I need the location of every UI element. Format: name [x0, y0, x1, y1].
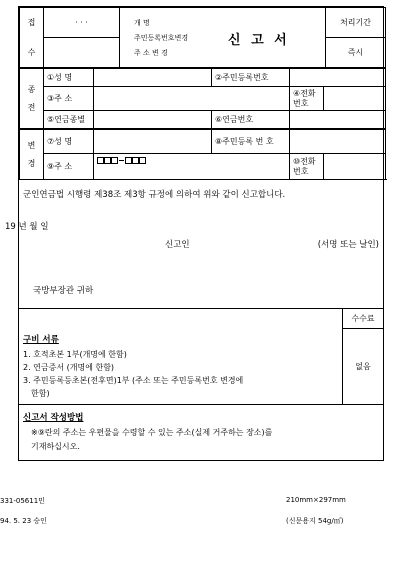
addressee: 국방부장관 귀하 [33, 286, 94, 296]
howto-text-line: 기재하십시오. [31, 442, 80, 451]
form-number: 331-05611민 [0, 497, 45, 505]
document-item: 1. 호적초본 1부(개명에 한함) [23, 350, 127, 359]
phone-field[interactable] [324, 87, 386, 111]
paper-size: 210mm×297mm [286, 496, 346, 504]
document-item: 3. 주민등록등초본(전후면)1부 (주소 또는 주민등록번호 변경에 [23, 376, 244, 385]
name-label: ①성 명 [44, 69, 94, 87]
applicant-label: 신고인 [165, 240, 190, 250]
documents-heading: 구비 서류 [23, 335, 59, 345]
statement-text: 군인연금법 시행령 제38조 제3항 규정에 의하여 위와 같이 신고합니다. [23, 190, 286, 200]
change-type-name: 개 명 [134, 19, 150, 27]
howto-text [23, 426, 379, 454]
pension-no-field[interactable] [290, 111, 386, 129]
pension-no-label: ⑥연금번호 [212, 111, 290, 129]
document-item: 2. 연금증서 (개명에 한함) [23, 363, 115, 372]
receipt-stamp-field[interactable] [44, 38, 120, 68]
address-label: ③주 소 [44, 87, 94, 111]
after-change-section [19, 129, 386, 180]
processing-period-value: 즉시 [326, 38, 386, 68]
documents-section [19, 308, 383, 404]
howto-heading: 신고서 작성방법 [23, 413, 84, 423]
howto-text-line: ※⑨란의 주소는 우편물을 수령할 수 있는 주소(실제 거주하는 장소)를 [31, 428, 273, 437]
new-phone-label: ⑩전화 번호 [290, 154, 324, 180]
statement-section [5, 180, 383, 308]
page-title: 신 고 서 [228, 33, 290, 48]
fee-label: 수수료 [343, 309, 383, 329]
pension-type-label: ⑤연금종별 [44, 111, 94, 129]
new-address-label: ⑨주 소 [44, 154, 94, 180]
new-name-label: ⑦성 명 [44, 130, 94, 154]
change-type-address: 주 소 변 경 [134, 49, 168, 57]
fee-value: 없음 [355, 362, 371, 371]
form-title-cell [120, 8, 326, 68]
new-rrn-field[interactable] [290, 130, 386, 154]
report-form [5, 6, 384, 461]
signature-label[interactable]: (서명 또는 날인) [317, 240, 379, 250]
date-line[interactable]: 19 년 월 일 [5, 222, 49, 232]
processing-period-label: 처리기간 [326, 8, 386, 38]
howto-section [19, 404, 383, 460]
pension-type-field[interactable] [94, 111, 212, 129]
rrn-field[interactable] [290, 69, 386, 87]
phone-label: ④전화 번호 [290, 87, 324, 111]
before-change-section [19, 68, 386, 129]
postcode-boxes[interactable] [97, 156, 146, 165]
after-group-label: 변 경 [20, 130, 44, 180]
rrn-label: ②주민등록번호 [212, 69, 290, 87]
new-address-field[interactable] [94, 154, 290, 180]
paper-spec: (신문용지 54g/㎡) [286, 517, 344, 525]
address-field[interactable] [94, 87, 290, 111]
name-field[interactable] [94, 69, 212, 87]
new-phone-field[interactable] [324, 154, 386, 180]
new-name-field[interactable] [94, 130, 212, 154]
new-rrn-label: ⑧주민등록 번 호 [212, 130, 290, 154]
before-group-label: 종 전 [20, 69, 44, 129]
receipt-date[interactable]: · · · [44, 8, 120, 38]
approval-date: 94. 5. 23 승인 [0, 517, 47, 525]
receipt-label-bottom: 수 [20, 38, 44, 68]
document-item: 한함) [31, 389, 50, 398]
change-type-rrn: 주민등록번호변경 [134, 34, 189, 42]
receipt-label: 접 [20, 8, 44, 38]
form-header [19, 7, 386, 68]
